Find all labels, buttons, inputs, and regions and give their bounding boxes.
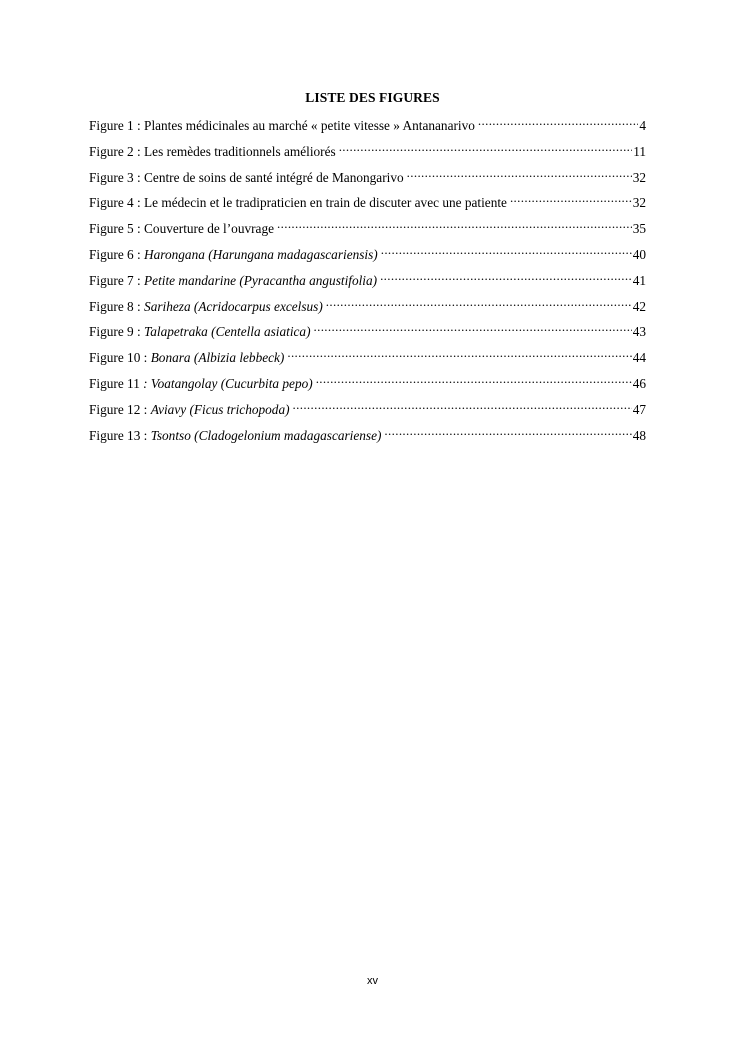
figure-page-number: 42 xyxy=(632,298,646,314)
figure-caption: Petite mandarine (Pyracantha angustifolia) xyxy=(144,272,378,288)
figure-caption: Aviavy (Ficus trichopoda) xyxy=(150,401,290,417)
figure-entry[interactable] xyxy=(89,116,646,142)
figure-entry[interactable] xyxy=(89,348,646,374)
figure-number: Figure 7 : xyxy=(89,272,145,288)
figure-number: Figure 9 : xyxy=(89,324,145,340)
dot-leader xyxy=(316,374,632,388)
figure-entry[interactable] xyxy=(89,374,646,400)
figure-page-number: 47 xyxy=(632,401,646,417)
figure-number: Figure 6 : xyxy=(89,246,145,262)
figure-caption: Le médecin et le tradipraticien en train de discuter avec une patiente xyxy=(144,195,507,211)
figure-caption: Bonara (Albizia lebbeck) xyxy=(150,350,285,366)
figure-caption: Sariheza (Acridocarpus excelsus) xyxy=(144,298,323,314)
figure-caption: : Voatangolay (Cucurbita pepo) xyxy=(143,375,313,391)
figure-entry[interactable] xyxy=(89,400,646,426)
figure-number: Figure 11 xyxy=(89,375,144,391)
dot-leader xyxy=(384,426,631,440)
figure-entry[interactable] xyxy=(89,426,646,452)
figure-number: Figure 12 : xyxy=(89,401,151,417)
dot-leader xyxy=(339,142,633,156)
figure-entry[interactable] xyxy=(89,271,646,297)
figure-page-number: 44 xyxy=(632,350,646,366)
figure-number: Figure 4 : xyxy=(89,195,145,211)
figure-caption: Tsontso (Cladogelonium madagascariense) xyxy=(150,427,382,443)
dot-leader xyxy=(287,348,631,362)
figure-caption: Centre de soins de santé intégré de Manongarivo xyxy=(144,169,404,185)
figure-entry[interactable] xyxy=(89,245,646,271)
figure-entry[interactable] xyxy=(89,219,646,245)
dot-leader xyxy=(277,219,632,233)
dot-leader xyxy=(478,116,638,130)
figure-number: Figure 2 : xyxy=(89,143,145,159)
figure-number: Figure 5 : xyxy=(89,221,145,237)
dot-leader xyxy=(293,400,632,414)
figure-caption: Plantes médicinales au marché « petite vitesse » Antananarivo xyxy=(144,118,475,133)
figure-page-number: 32 xyxy=(632,169,646,185)
figure-caption: Harongana (Harungana madagascariensis) xyxy=(144,246,378,262)
figure-entry[interactable] xyxy=(89,168,646,194)
figure-number: Figure 3 : xyxy=(89,169,145,185)
figure-entry[interactable] xyxy=(89,322,646,348)
figure-page-number: 32 xyxy=(632,195,646,211)
figure-entry[interactable] xyxy=(89,297,646,323)
figure-page-number: 4 xyxy=(639,118,646,133)
page-title: LISTE DES FIGURES xyxy=(305,90,440,105)
figure-number: Figure 8 : xyxy=(89,298,145,314)
figure-caption: Talapetraka (Centella asiatica) xyxy=(144,324,311,340)
figure-number: Figure 13 : xyxy=(89,427,151,443)
dot-leader xyxy=(407,168,632,182)
figure-number: Figure 1 : xyxy=(89,118,145,133)
figure-entry[interactable] xyxy=(89,193,646,219)
page-number-footer: xv xyxy=(367,975,378,987)
figure-entry[interactable] xyxy=(89,142,646,168)
figure-page-number: 41 xyxy=(632,272,646,288)
figure-page-number: 48 xyxy=(632,427,646,443)
figure-page-number: 43 xyxy=(632,324,646,340)
dot-leader xyxy=(326,297,632,311)
figure-page-number: 40 xyxy=(632,246,646,262)
figure-page-number: 46 xyxy=(632,375,646,391)
figure-page-number: 11 xyxy=(633,143,646,159)
dot-leader xyxy=(510,193,632,207)
figure-list xyxy=(89,116,646,451)
dot-leader xyxy=(381,245,632,259)
dot-leader xyxy=(314,322,632,336)
figure-caption: Couverture de l’ouvrage xyxy=(144,221,275,237)
figure-page-number: 35 xyxy=(632,221,646,237)
figure-number: Figure 10 : xyxy=(89,350,151,366)
figure-caption: Les remèdes traditionnels améliorés xyxy=(144,143,336,159)
dot-leader xyxy=(380,271,632,285)
